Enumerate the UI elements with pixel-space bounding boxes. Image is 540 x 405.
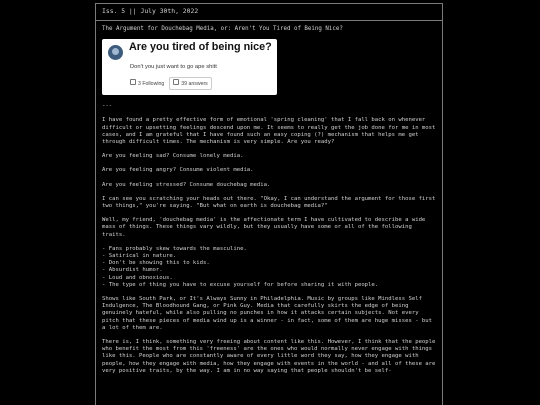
post-panel <box>95 3 443 405</box>
follow-button[interactable] <box>130 79 164 88</box>
issue-header: Iss. 5 || July 30th, 2022 <box>96 4 442 21</box>
trait-item: - Absurdist humor. <box>102 267 163 274</box>
trait-item: - The type of thing you have to excuse yourself for before sharing it with people. <box>102 281 379 288</box>
paragraph-8: There is, I think, something very freeing about content like this. However, I think that the people who benefit the most from this 'freeness' are the ones who would normally never engage with things like this. People who are constantly aware of every little word they say, how they engage with people, how they engage with media, how they engage with events in the world - and all of these are very positive traits, by the way. I am in no way saying that people shouldn't be self- <box>102 339 439 374</box>
paragraph-3: Are you feeling angry? Consume violent media. <box>102 167 254 174</box>
answers-button[interactable] <box>169 77 212 90</box>
card-subtext: Don't you just want to go ape shitt <box>130 64 217 71</box>
user-avatar-icon <box>108 45 123 60</box>
trait-item: - Loud and obnoxious. <box>102 274 173 281</box>
traits-list <box>102 246 436 289</box>
quora-question-card[interactable] <box>102 39 277 95</box>
card-question: Are you tired of being nice? <box>129 41 272 54</box>
paragraph-6: Well, my friend, 'douchebag media' is the affectionate term I have cultivated to describe a wide mass of things. These things vary wildly, but they usually have some or all of the following traits. <box>102 217 429 238</box>
trait-item: - Fans probably skew towards the masculine. <box>102 245 247 252</box>
trait-item: - Don't be showing this to kids. <box>102 260 210 267</box>
following-count: 3 Following <box>138 81 165 88</box>
article-body <box>102 26 439 382</box>
answers-icon <box>173 79 179 85</box>
card-meta <box>130 77 212 90</box>
divider-text: --- <box>102 103 113 110</box>
follow-icon <box>130 79 136 85</box>
paragraph-7: Shows like South Park, or It's Always Sunny in Philadelphia. Music by groups like Mindless Self Indulgence, The Bloodhound Gang, or Pink Guy. Media that carefully skirts the edge of being genuinely hateful, while also pulling no punches in how it attacks certain subjects. Not every pitch that these pieces of media wind up is a winner - in fact, some of them are huge misses - but a lot of them are. <box>102 296 436 331</box>
paragraph-1: I have found a pretty effective form of emotional 'spring cleaning' that I fall back on whenever difficult or upsetting feelings descend upon me. It seems to really get the job done for me in most cases, and I am grateful that I have found such an easy coping (?) mechanism that helps me get through difficult times. The mechanism is very simple. Are you ready? <box>102 117 439 146</box>
paragraph-4: Are you feeling stressed? Consume douchebag media. <box>102 181 271 188</box>
answers-count: 39 answers <box>181 81 208 88</box>
paragraph-5: I can see you scratching your heads out there. "Okay, I can understand the argument for those first two things," you're saying. "But what on earth is douchebag media?" <box>102 195 439 210</box>
paragraph-2: Are you feeling sad? Consume lonely media. <box>102 153 244 160</box>
trait-item: - Satirical in nature. <box>102 253 177 260</box>
article-title: The Argument for Douchebag Media, or: Aren't You Tired of Being Nice? <box>102 26 343 32</box>
